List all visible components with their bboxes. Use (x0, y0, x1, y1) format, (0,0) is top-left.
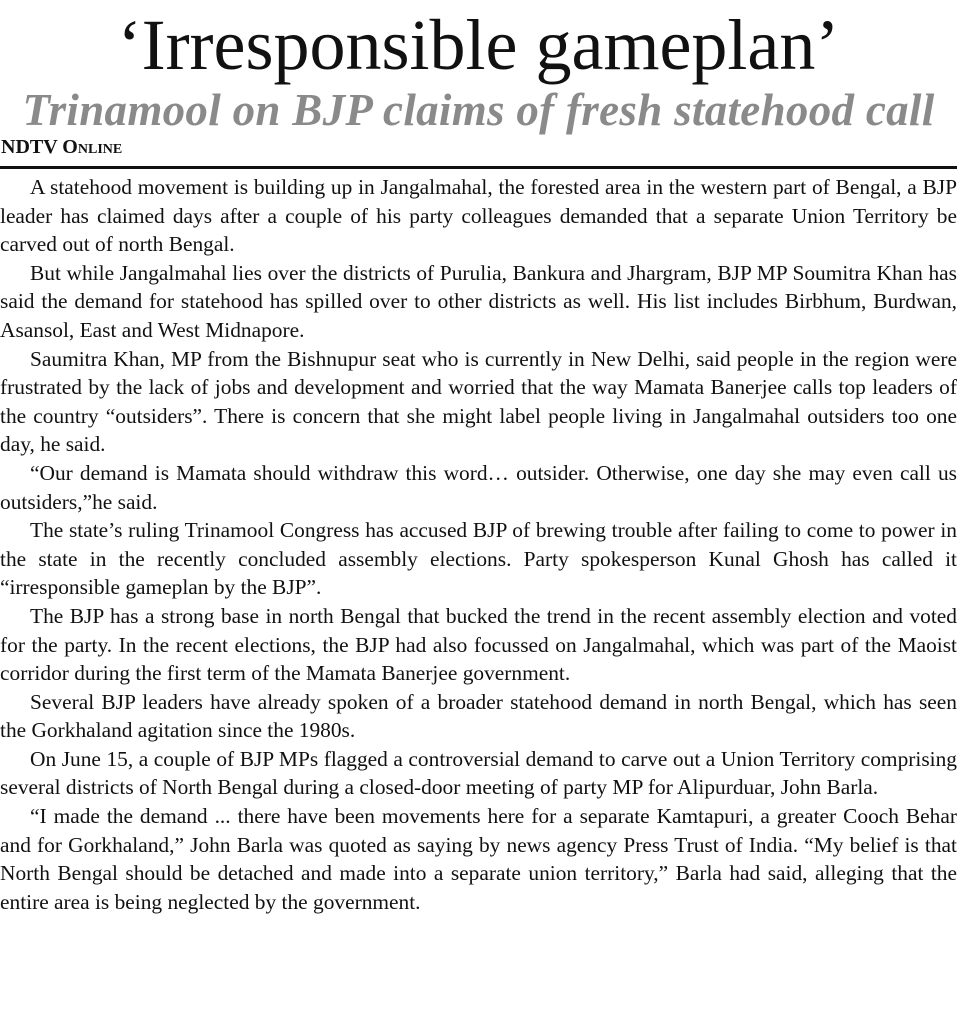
headline: ‘Irresponsible gameplan’ (117, 5, 840, 85)
paragraph: “I made the demand ... there have been movements here for a separate Kamtapuri, a greater Cooch Behar and for Gorkhaland,” John Barla was quoted as saying by news agency Press Trust of India. “My belief is that North Bengal should be detached and made into a separate union territory,” Barla had said, alleging that the entire area is being neglected by the government. (0, 804, 957, 914)
paragraph: But while Jangalmahal lies over the districts of Purulia, Bankura and Jhargram, BJP MP Soumitra Khan has said the demand for statehood has spilled over to other districts as well. His list includes Birbhum, Burdwan, Asansol, East and West Midnapore. (0, 260, 957, 342)
header-divider (0, 166, 957, 169)
paragraph: “Our demand is Mamata should withdraw this word… outsider. Otherwise, one day she may even call us outsiders,”he said. (0, 460, 957, 514)
subheadline: Trinamool on BJP claims of fresh statehood call (22, 85, 935, 135)
paragraph: Saumitra Khan, MP from the Bishnupur seat who is currently in New Delhi, said people in the region were frustrated by the lack of jobs and development and worried that the way Mamata Banerjee calls top leaders of the country “outsiders”. There is concern that she might label people living in Jangalmahal outsiders too one day, he said. (0, 346, 957, 457)
article-body (0, 173, 957, 916)
paragraph: A statehood movement is building up in Jangalmahal, the forested area in the western part of Bengal, a BJP leader has claimed days after a couple of his party colleagues demanded that a separate Union Territory be carved out of north Bengal. (0, 175, 957, 257)
paragraph: On June 15, a couple of BJP MPs flagged a controversial demand to carve out a Union Territory comprising several districts of North Bengal during a closed-door meeting of party MP for Alipurduar, John Barla. (0, 746, 957, 800)
paragraph: Several BJP leaders have already spoken of a broader statehood demand in north Bengal, which has seen the Gorkhaland agitation since the 1980s. (0, 689, 957, 743)
paragraph: The BJP has a strong base in north Bengal that bucked the trend in the recent assembly election and voted for the party. In the recent elections, the BJP had also focussed on Jangalmahal, which was part of the Maoist corridor during the first term of the Mamata Banerjee government. (0, 603, 957, 686)
byline: NDTV Online (1, 136, 123, 158)
paragraph: The state’s ruling Trinamool Congress has accused BJP of brewing trouble after failing to come to power in the state in the recently concluded assembly elections. Party spokesperson Kunal Ghosh has called it “irresponsible gameplan by the BJP”. (0, 518, 957, 600)
